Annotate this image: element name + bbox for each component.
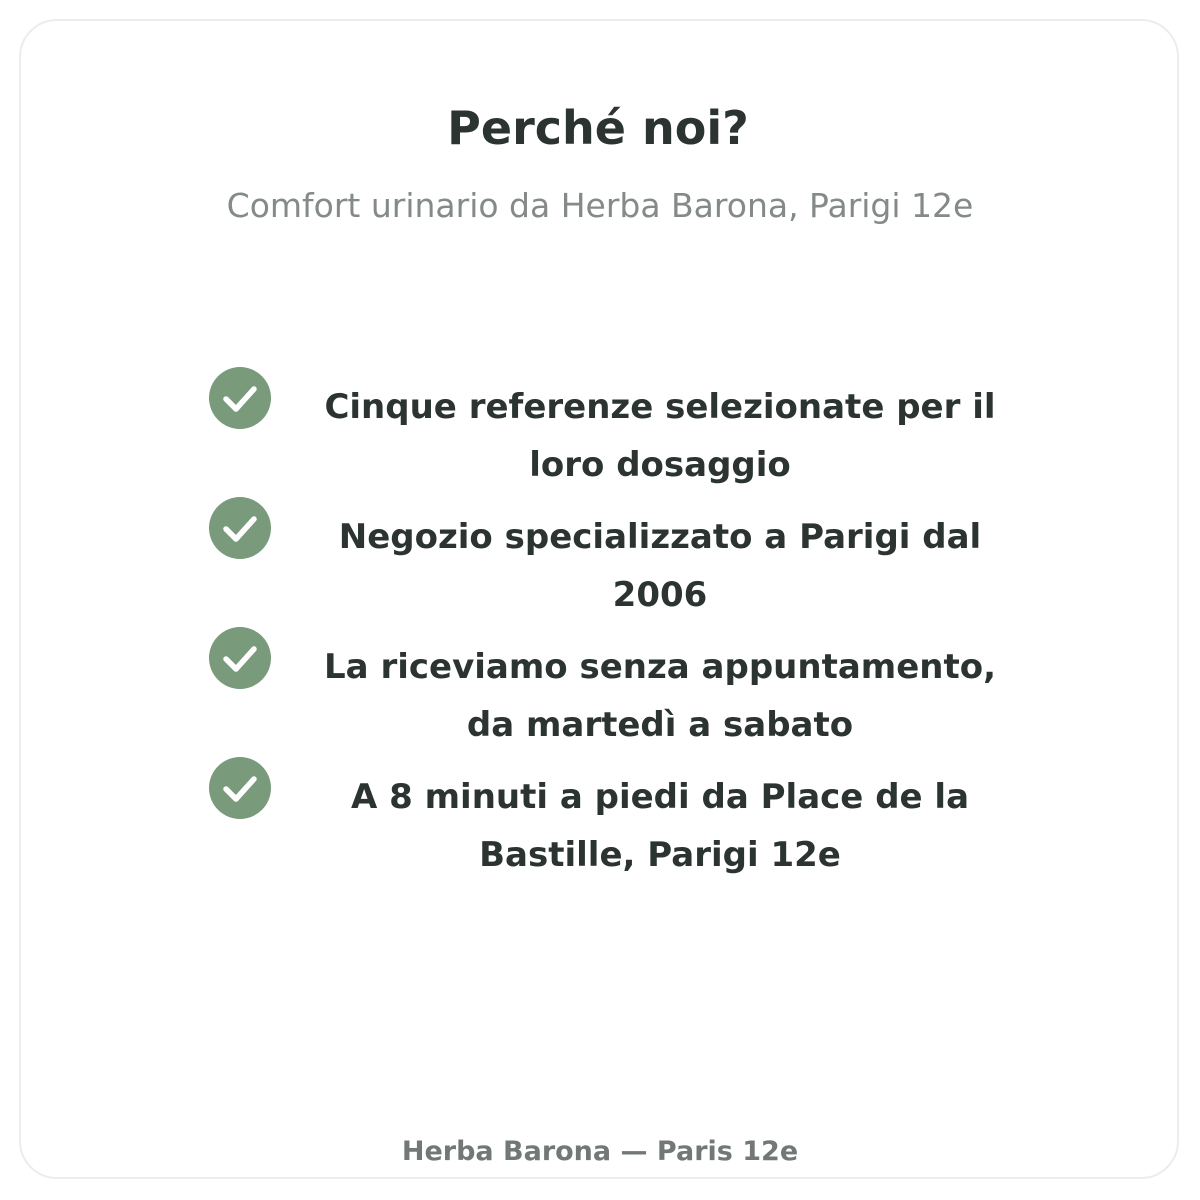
footer-text: Herba Barona — Paris 12e <box>401 1136 799 1167</box>
benefit-text: La riceviamo senza appuntamento, da martedì a sabato <box>324 647 996 745</box>
check-circle-icon <box>208 496 272 560</box>
check-circle-icon <box>208 626 272 690</box>
benefit-text: Negozio specializzato a Parigi dal 2006 <box>338 517 982 615</box>
page-title: Perché noi? <box>447 101 749 155</box>
check-circle-icon <box>208 366 272 430</box>
benefit-text: A 8 minuti a piedi da Place de la Bastille, Parigi 12e <box>350 777 970 875</box>
page-subtitle: Comfort urinario da Herba Barona, Parigi 12e <box>226 186 974 225</box>
benefit-text: Cinque referenze selezionate per il loro dosaggio <box>324 387 996 485</box>
check-circle-icon <box>208 756 272 820</box>
